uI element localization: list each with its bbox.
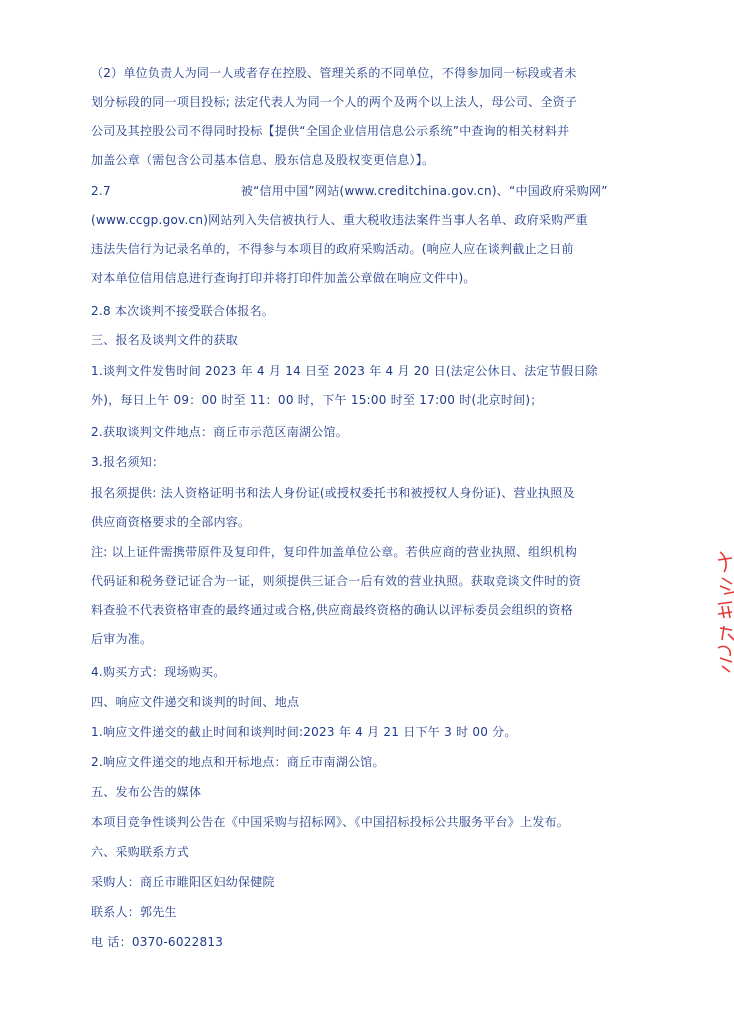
paragraph-sale-time bbox=[91, 357, 631, 415]
paragraph-note bbox=[91, 538, 631, 654]
text-segment: 被“信用中国”网站(www.creditchina.gov.cn)、“中国政府采购网” bbox=[240, 184, 608, 198]
section-heading-5 bbox=[91, 778, 631, 807]
text-line: 违法失信行为记录名单的，不得参与本项目的政府采购活动。(响应人应在谈判截止之日前 bbox=[91, 242, 574, 256]
heading-text: 三、报名及谈判文件的获取 bbox=[91, 333, 239, 347]
text-line: (www.ccgp.gov.cn)网站列入失信被执行人、重大税收违法案件当事人名单、政府采购严重 bbox=[91, 213, 588, 227]
text-line: 2.获取谈判文件地点：商丘市示范区南湖公馆。 bbox=[91, 425, 348, 439]
text-line: 代码证和税务登记证合为一证，则须提供三证合一后有效的营业执照。获取竞谈文件时的资 bbox=[91, 574, 582, 588]
paragraph-registration-notice bbox=[91, 448, 631, 477]
text-line: 注: 以上证件需携带原件及复印件，复印件加盖单位公章。若供应商的营业执照、组织机构 bbox=[91, 545, 578, 559]
text-line: 外)，每日上午 09：00 时至 11：00 时，下午 15:00 时至 17:00 时(北京时间)； bbox=[91, 393, 543, 407]
paragraph-purchase-method bbox=[91, 658, 631, 687]
paragraph-location bbox=[91, 418, 631, 447]
text-line: 供应商资格要求的全部内容。 bbox=[91, 515, 251, 529]
text-line: 采购人：商丘市睢阳区妇幼保健院 bbox=[91, 875, 275, 889]
section-heading-3 bbox=[91, 326, 631, 355]
text-line: （2）单位负责人为同一人或者存在控股、管理关系的不同单位，不得参加同一标段或者未 bbox=[91, 66, 577, 80]
section-heading-4 bbox=[91, 688, 631, 717]
clause-number: 2.7 bbox=[91, 184, 111, 198]
text-line: 1.响应文件递交的截止时间和谈判时间:2023 年 4 月 21 日下午 3 时 00 分。 bbox=[91, 725, 517, 739]
text-line: 电 话：0370-6022813 bbox=[91, 935, 224, 949]
text-line: 3.报名须知： bbox=[91, 455, 165, 469]
heading-text: 五、发布公告的媒体 bbox=[91, 785, 202, 799]
text-line: 联系人：郭先生 bbox=[91, 905, 177, 919]
paragraph-opening-location bbox=[91, 748, 631, 777]
paragraph-credit-check bbox=[91, 177, 631, 293]
paragraph-media bbox=[91, 808, 631, 837]
paragraph-contact bbox=[91, 898, 631, 927]
text-line bbox=[91, 177, 631, 206]
text-line: 公司及其控股公司不得同时投标【提供“全国企业信用信息公示系统”中查询的相关材料并 bbox=[91, 124, 570, 138]
paragraph-required-docs bbox=[91, 479, 631, 537]
paragraph-bid-restriction bbox=[91, 59, 631, 175]
text-line: 对本单位信用信息进行查询打印并将打印件加盖公章做在响应文件中)。 bbox=[91, 271, 476, 285]
paragraph-deadline bbox=[91, 718, 631, 747]
text-line: 2.响应文件递交的地点和开标地点：商丘市南湖公馆。 bbox=[91, 755, 385, 769]
section-heading-6 bbox=[91, 838, 631, 867]
paragraph-purchaser bbox=[91, 868, 631, 897]
text-line: 本项目竞争性谈判公告在《中国采购与招标网》、《中国招标投标公共服务平台》上发布。 bbox=[91, 815, 570, 829]
text-line: 后审为准。 bbox=[91, 632, 153, 646]
paragraph-no-consortium bbox=[91, 297, 631, 326]
text-line: 1.谈判文件发售时间 2023 年 4 月 14 日至 2023 年 4 月 20 日(法定公休日、法定节假日除 bbox=[91, 364, 598, 378]
text-line: 料查验不代表资格审查的最终通过或合格,供应商最终资格的确认以评标委员会组织的资格 bbox=[91, 603, 573, 617]
heading-text: 六、采购联系方式 bbox=[91, 845, 190, 859]
text-line: 4.购买方式：现场购买。 bbox=[91, 665, 226, 679]
heading-text: 四、响应文件递交和谈判的时间、地点 bbox=[91, 695, 300, 709]
text-line: 划分标段的同一项目投标; 法定代表人为同一个人的两个及两个以上法人，母公司、全资子 bbox=[91, 95, 578, 109]
paragraph-phone bbox=[91, 928, 631, 957]
text-line: 报名须提供: 法人资格证明书和法人身份证(或授权委托书和被授权人身份证)、营业执照及 bbox=[91, 486, 575, 500]
seal-stamp-icon bbox=[710, 548, 734, 678]
text-line: 2.8 本次谈判不接受联合体报名。 bbox=[91, 304, 275, 318]
text-line: 加盖公章（需包含公司基本信息、股东信息及股权变更信息）】。 bbox=[91, 153, 435, 167]
